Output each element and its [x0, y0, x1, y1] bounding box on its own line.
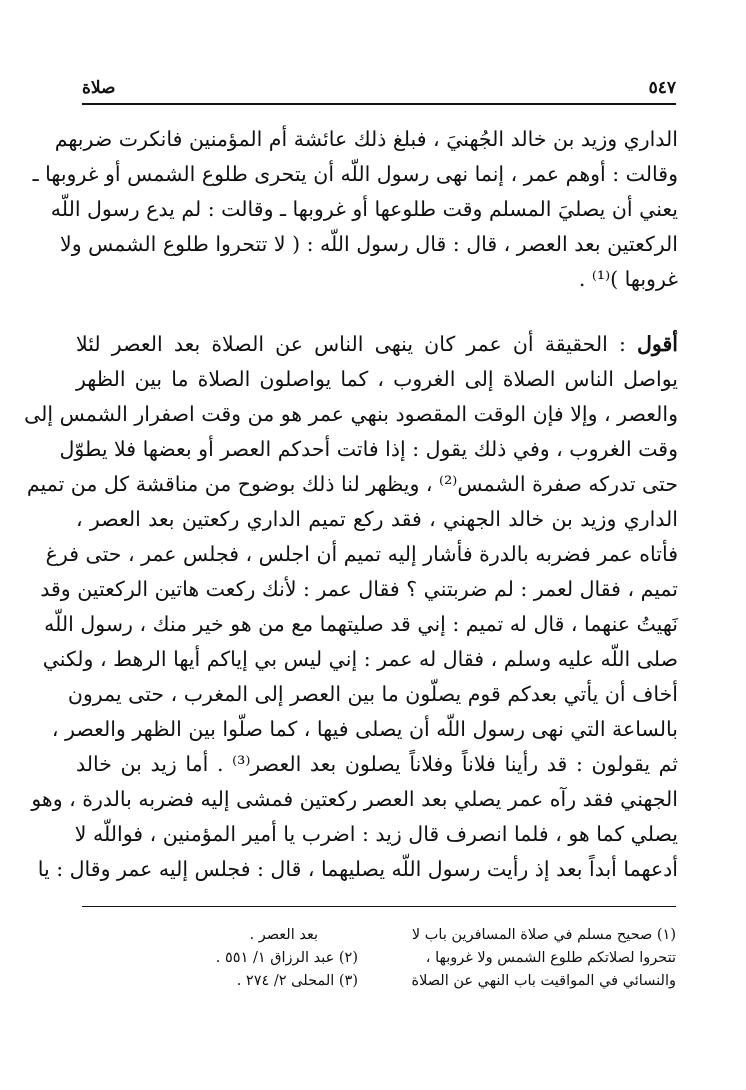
aqul-lead-word: أقول	[637, 332, 678, 356]
text-line: بالساعة التي نهى رسول اللّه أن يصلى فيها ، كما صلّوا بين الظهر والعصر ،	[51, 717, 678, 741]
text-line: والعصر ، وإلا فإن الوقت المقصود بنهي عمر هو من وقت اصفرار الشمس إلى	[24, 402, 678, 426]
footnote-line: والنسائي في المواقيت باب النهي عن الصلاة	[411, 973, 676, 989]
footnote-divider	[82, 906, 676, 907]
running-title: صلاة	[82, 78, 116, 98]
paragraph-aqul	[24, 327, 678, 887]
text-line: يواصل الناس الصلاة إلى الغروب ، كما يواصلون الصلاة ما بين الظهر	[76, 367, 678, 391]
text-line: صلى اللّه عليه وسلم ، فقال له عمر : إني ليس بي إياكم أيها الرهط ، ولكني	[42, 647, 678, 671]
footnote-line: (٢) عبد الرزاق ١/ ٥٥١ .	[215, 950, 358, 966]
text-line: غروبها )⁽¹⁾ .	[578, 267, 678, 291]
text-line: يعني أن يصليَ المسلم وقت طلوعها أو غروبها ـ وقالت : لم يدع رسول اللّه	[50, 197, 678, 221]
text-line: أدعهما أبداً بعد إذ رأيت رسول اللّه يصليهما ، قال : فجلس إليه عمر وقال : يا	[37, 857, 678, 881]
footnote-line: بعد العصر .	[249, 927, 318, 943]
page-number: ٥٤٧	[648, 78, 676, 98]
footnote-line: (٣) المحلى ٢/ ٢٧٤ .	[236, 973, 358, 989]
footnote-line: (١) صحيح مسلم في صلاة المسافرين باب لا	[411, 927, 676, 943]
text-line: الداري وزيد بن خالد الجهني ، فقد ركع تميم الداري ركعتين بعد العصر ،	[76, 507, 678, 531]
text-line: فأتاه عمر فضربه بالدرة فأشار إليه تميم أن اجلس ، فجلس عمر ، حتى فرغ	[45, 542, 678, 566]
text-line: وقت الغروب ، وفي ذلك يقول : إذا فاتت أحدكم العصر أو بعضها فلا يطوّل	[59, 437, 678, 461]
text-line	[76, 327, 678, 362]
paragraph-continued	[32, 122, 678, 297]
text-line: تميم ، فقال لعمر : لم ضربتني ؟ فقال عمر : لأنك ركعت هاتين الركعتين وقد	[40, 577, 678, 601]
text-line: وقالت : أوهم عمر ، إنما نهى رسول اللّه أن يتحرى طلوع الشمس أو غروبها ـ	[32, 162, 678, 186]
first-line-text: : الحقيقة أن عمر كان ينهى الناس عن الصلاة بعد العصر لئلا	[76, 332, 638, 356]
footnote-column-right	[376, 924, 676, 993]
footnote-line: تتحروا لصلاتكم طلوع الشمس ولا غروبها ،	[425, 950, 676, 966]
header-divider	[82, 103, 676, 105]
text-line: الجهني فقد رآه عمر يصلي بعد العصر ركعتين فمشى إليه فضربه بالدرة ، وهو	[31, 787, 678, 811]
text-line: حتى تدركه صفرة الشمس⁽²⁾ ، ويظهر لنا ذلك بوضوح من مناقشة كل من تميم	[26, 472, 678, 496]
text-line: أخاف أن يأتي بعدكم قوم يصلّون ما بين العصر إلى المغرب ، حتى يمرون	[67, 682, 678, 706]
text-line: يصلي كما هو ، فلما انصرف قال زيد : اضرب يا أمير المؤمنين ، فواللّه لا	[74, 822, 678, 846]
text-line: ثم يقولون : قد رأينا فلاناً وفلاناً يصلون بعد العصر⁽³⁾ . أما زيد بن خالد	[76, 752, 678, 776]
text-line: نَهيتُ عنهما ، قال له تميم : إني قد صليتهما مع من هو خير منك ، رسول اللّه	[44, 612, 678, 636]
text-line: الركعتين بعد العصر ، قال : قال رسول اللّه : ( لا تتحروا طلوع الشمس ولا	[60, 232, 678, 256]
footnotes	[82, 924, 676, 1024]
page-header	[82, 74, 676, 104]
text-line: الداري وزيد بن خالد الجُهنيَ ، فبلغ ذلك عائشة أم المؤمنين فانكرت ضربهم	[54, 127, 678, 151]
footnote-column-left	[108, 924, 358, 993]
